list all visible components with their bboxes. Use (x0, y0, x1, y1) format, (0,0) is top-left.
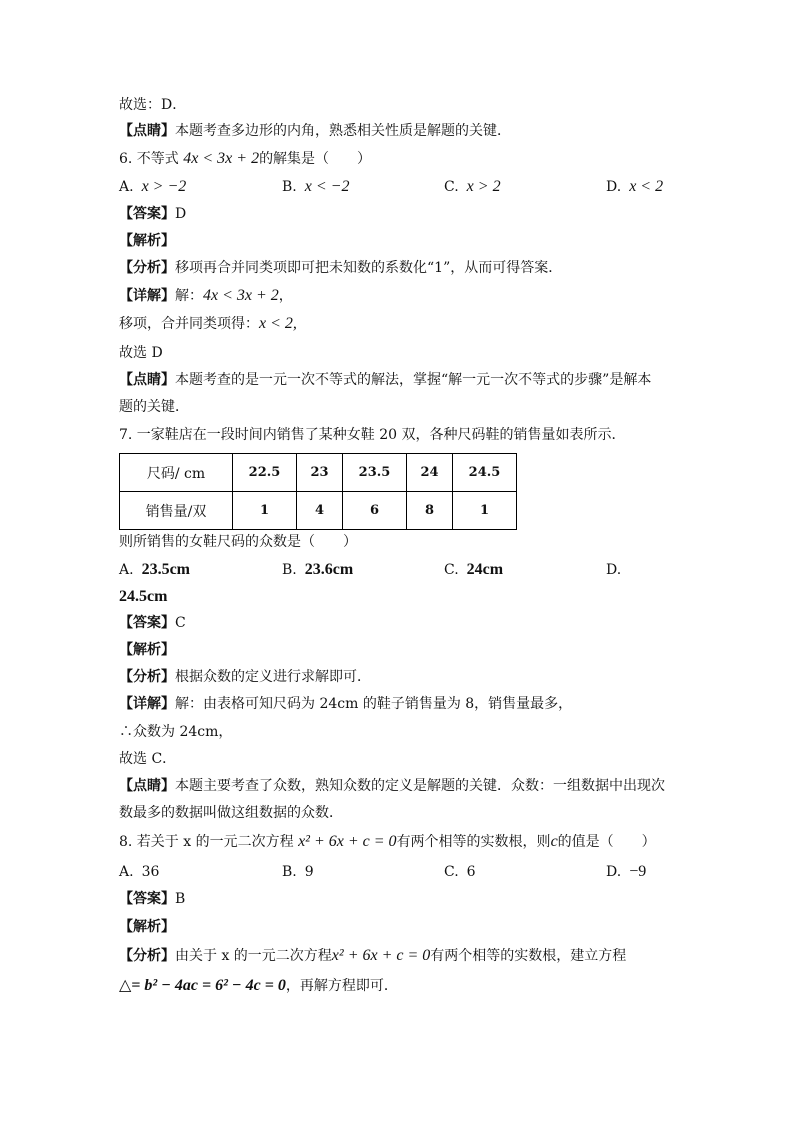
question-7-stem: 7. 一家鞋店在一段时间内销售了某种女鞋 20 双，各种尺码鞋的销售量如表所示． (119, 427, 626, 443)
q8-option-b (282, 862, 314, 882)
q7-answer (119, 613, 186, 633)
option-label: D. (606, 179, 622, 195)
q8-answer (119, 889, 185, 909)
table-header-cell: 24 (407, 454, 453, 492)
q6-option-b (282, 177, 349, 197)
q8-analysis-heading: 【解析】 (119, 919, 175, 935)
q6-prefix: 6. 不等式 (119, 151, 179, 167)
comment-tag: 【点睛】 (119, 778, 175, 794)
option-value: 23.6cm (304, 561, 354, 578)
option-value: −9 (629, 863, 647, 880)
option-label: A. (119, 864, 134, 880)
table-header-cell: 24.5 (453, 454, 517, 492)
table-row (120, 454, 517, 492)
option-label: C. (444, 562, 459, 578)
q6-answer (119, 204, 186, 224)
table-header-cell: 22.5 (233, 454, 297, 492)
q7-option-a (119, 560, 190, 580)
discriminant-equation: △= b² − 4ac = 6² − 4c = 0 (119, 977, 286, 994)
q7-comment-1 (119, 776, 665, 796)
q8-option-d (606, 862, 646, 882)
q8-discriminant (119, 976, 398, 996)
option-value: x > 2 (466, 178, 501, 195)
step-prefix: 移项，合并同类项得： (119, 316, 259, 332)
answer-tag: 【答案】 (119, 615, 175, 631)
table-cell: 1 (453, 492, 517, 530)
q7-comment-2: 数最多的数据叫做这组数据的众数． (119, 805, 343, 821)
q6-option-c (444, 177, 501, 197)
detail-expr: 4x < 3x + 2 (203, 287, 279, 304)
detail-suffix: ， (278, 288, 293, 304)
q7-conclusion: ∴众数为 24cm， (119, 724, 233, 740)
table-cell: 8 (407, 492, 453, 530)
comment-text: 本题考查多边形的内角，熟悉相关性质是解题的关键． (175, 123, 511, 139)
q6-suffix: 的解集是（ ） (259, 151, 372, 167)
option-label: C. (444, 864, 459, 880)
q8-option-c (444, 862, 476, 882)
q6-choice: 故选 D (119, 345, 163, 361)
option-label: B. (282, 179, 297, 195)
option-label: B. (282, 864, 297, 880)
answer-choice-line: 故选：D． (119, 97, 187, 113)
analysis-tag: 【分析】 (119, 948, 175, 964)
table-cell: 销售量/双 (120, 492, 233, 530)
option-label: B. (282, 562, 297, 578)
option-value: x < 2 (629, 178, 664, 195)
q6-comment-1 (119, 370, 651, 390)
table-cell: 6 (343, 492, 407, 530)
q7-analysis-heading: 【解析】 (119, 642, 175, 658)
q6-option-d (606, 177, 663, 197)
q7-option-c (444, 560, 503, 580)
table-header-cell: 23 (297, 454, 343, 492)
analysis-suffix: 有两个相等的实数根，建立方程 (430, 948, 627, 964)
answer-tag: 【答案】 (119, 891, 175, 907)
option-label: D. (606, 864, 622, 880)
q6-analysis-heading: 【解析】 (119, 233, 175, 249)
q7-analysis (119, 667, 371, 687)
answer-value: C (175, 615, 186, 631)
q7-option-d (606, 560, 629, 580)
answer-value: D (175, 206, 187, 222)
q8-prefix: 8. 若关于 x 的一元二次方程 (119, 834, 294, 850)
q6-detail (119, 286, 293, 306)
analysis-tag: 【分析】 (119, 669, 175, 685)
q7-option-b (282, 560, 353, 580)
option-value: 23.5cm (141, 561, 190, 578)
table-cell: 4 (297, 492, 343, 530)
q7-question: 则所销售的女鞋尺码的众数是（ ） (119, 534, 357, 550)
question-6-stem (119, 149, 371, 169)
analysis-text: 移项再合并同类项即可把未知数的系数化“1”，从而可得答案． (175, 260, 563, 276)
detail-text: 解：由表格可知尺码为 24cm 的鞋子销售量为 8，销售量最多， (175, 696, 573, 712)
q8-variable: c (550, 833, 558, 850)
comment-text: 本题主要考查了众数，熟知众数的定义是解题的关键．众数：一组数据中出现次 (175, 778, 665, 794)
answer-value: B (175, 891, 186, 907)
comment-text: 本题考查的是一元一次不等式的解法，掌握“解一元一次不等式的步骤”是解本 (175, 372, 652, 388)
q7-choice: 故选 C． (119, 751, 177, 767)
q8-suffix: 的值是（ ） (557, 834, 656, 850)
q8-option-a (119, 862, 159, 882)
option-label: A. (119, 179, 134, 195)
q8-equation: x² + 6x + c = 0 (298, 833, 397, 850)
detail-prefix: 解： (175, 288, 203, 304)
analysis-equation: x² + 6x + c = 0 (331, 947, 431, 964)
option-label: C. (444, 179, 459, 195)
q8-analysis (119, 946, 626, 966)
q6-step (119, 314, 297, 334)
q6-analysis (119, 258, 562, 278)
q6-option-a (119, 177, 186, 197)
option-value: 6 (466, 864, 476, 880)
option-value: 36 (141, 864, 160, 880)
comment-line (119, 121, 511, 141)
table-header-cell: 23.5 (343, 454, 407, 492)
option-label: A. (119, 562, 134, 578)
option-label: D. (606, 562, 622, 578)
q7-option-d-value: 24.5cm (119, 588, 168, 605)
option-value: x > −2 (141, 178, 187, 195)
answer-tag: 【答案】 (119, 206, 175, 222)
table-row (120, 492, 517, 530)
option-value: 9 (304, 864, 314, 880)
table-header-cell: 尺码/ cm (120, 454, 233, 492)
detail-tag: 【详解】 (119, 288, 175, 304)
question-8-stem (119, 832, 656, 852)
option-value: 24cm (466, 561, 504, 578)
comment-tag: 【点睛】 (119, 372, 175, 388)
size-sales-table (119, 453, 517, 530)
table-cell: 1 (233, 492, 297, 530)
discriminant-suffix: ，再解方程即可． (285, 978, 398, 994)
q8-middle: 有两个相等的实数根，则 (396, 834, 551, 850)
q6-inequality: 4x < 3x + 2 (183, 150, 260, 167)
q6-comment-2: 题的关键． (119, 399, 189, 415)
analysis-prefix: 由关于 x 的一元二次方程 (175, 948, 332, 964)
option-value: x < −2 (304, 178, 350, 195)
comment-tag: 【点睛】 (119, 123, 175, 139)
q7-detail (119, 694, 572, 714)
analysis-text: 根据众数的定义进行求解即可． (175, 669, 371, 685)
detail-tag: 【详解】 (119, 696, 175, 712)
step-expr: x < 2, (259, 315, 297, 332)
analysis-tag: 【分析】 (119, 260, 175, 276)
